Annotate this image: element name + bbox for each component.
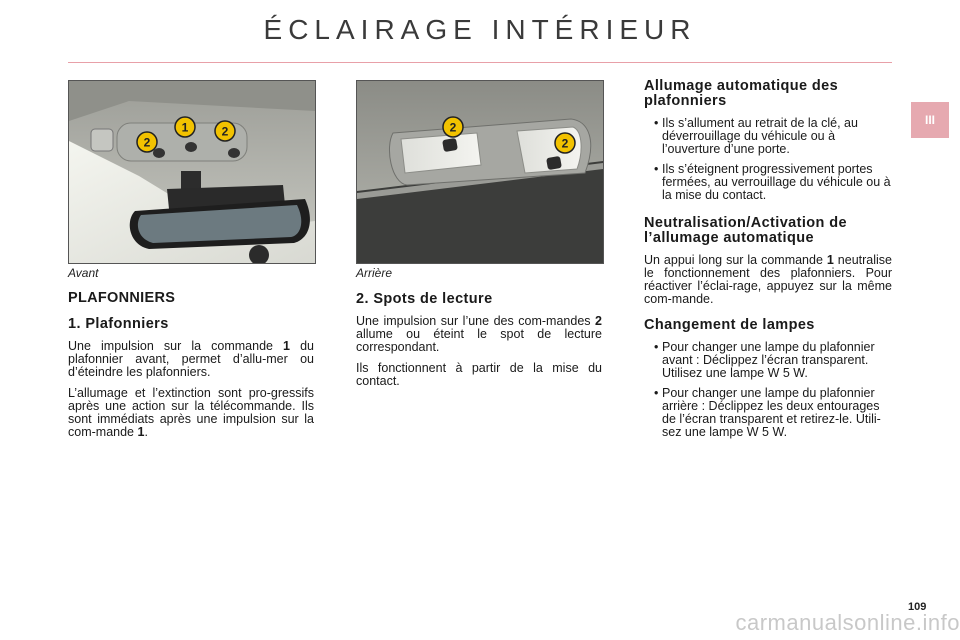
subheading-neutral: Neutralisation/Activation de l’allumage automatique <box>644 215 847 246</box>
chapter-tab[interactable]: III <box>911 102 949 138</box>
list-item: • Pour changer une lampe du plafonnier arrière : Déclippez les deux entourages de l’écran transparent et retirez-le. Utili-sez une lampe W 5 W. <box>654 387 892 439</box>
page-title: ÉCLAIRAGE INTÉRIEUR <box>263 14 697 45</box>
right-column <box>644 79 892 447</box>
paragraph: Une impulsion sur l’une des com-mandes 2 allume ou éteint le spot de lecture correspondant. <box>356 314 602 354</box>
callout-2-left <box>137 132 157 152</box>
section-heading: PLAFONNIERS <box>68 290 176 306</box>
svg-text:1: 1 <box>181 120 189 135</box>
subheading-plafonniers: 1. Plafonniers <box>68 316 169 332</box>
svg-text:2: 2 <box>221 124 229 139</box>
page-number: 109 <box>908 601 927 613</box>
subheading-lamps: Changement de lampes <box>644 317 815 333</box>
subheading-spots: 2. Spots de lecture <box>356 291 493 307</box>
callout-2-right <box>555 133 575 153</box>
rear-photo-caption: Arrière <box>356 266 393 280</box>
front-ceiling-light-photo <box>68 80 316 264</box>
list-item: • Ils s’éteignent progressivement portes fermées, au verrouillage du véhicule ou à la mise du contact. <box>654 163 892 202</box>
paragraph: L’allumage et l’extinction sont pro-gressifs après une action sur la télécommande. Ils sont immédiats après une impulsion sur la com-mande 1. <box>68 386 314 439</box>
svg-text:2: 2 <box>449 120 457 135</box>
paragraph: Une impulsion sur la commande 1 du plafonnier avant, permet d’allu-mer ou d’éteindre les plafonniers. <box>68 339 314 379</box>
auto-list <box>644 117 892 202</box>
title-divider <box>68 62 892 63</box>
callout-2-left <box>443 117 463 137</box>
list-item: • Ils s’allument au retrait de la clé, au déverrouillage du véhicule ou à l’ouverture d’une porte. <box>654 117 892 156</box>
svg-text:2: 2 <box>561 136 569 151</box>
callout-2-right <box>215 121 235 141</box>
front-photo-caption: Avant <box>68 266 99 280</box>
paragraph: Un appui long sur la commande 1 neutralise le fonctionnement des plafonniers. Pour réactiver l’éclai-rage, appuyez sur la même com-mande. <box>644 253 892 306</box>
middle-column <box>356 292 602 396</box>
subheading-auto: Allumage automatique des plafonniers <box>644 78 839 109</box>
watermark: carmanualsonline.info <box>735 610 960 635</box>
callout-1 <box>175 117 195 137</box>
paragraph: Ils fonctionnent à partir de la mise du contact. <box>356 361 602 388</box>
left-column <box>68 292 314 447</box>
rear-ceiling-light-photo <box>356 80 604 264</box>
list-item: • Pour changer une lampe du plafonnier avant : Déclippez l’écran transparent. Utilisez une lampe W 5 W. <box>654 341 892 380</box>
svg-text:2: 2 <box>143 135 151 150</box>
lamps-list <box>644 341 892 439</box>
